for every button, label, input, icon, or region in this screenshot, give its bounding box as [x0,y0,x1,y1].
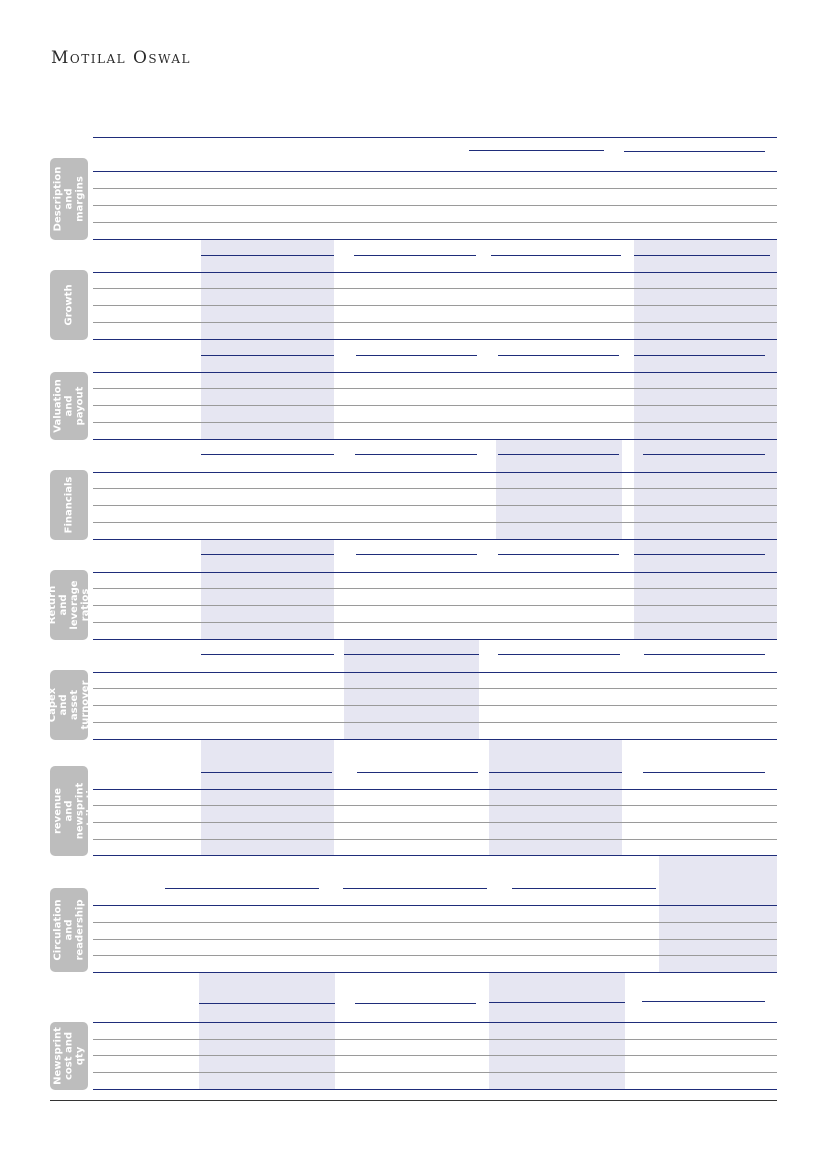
column-group-rule [343,888,487,889]
table-rule [93,539,777,540]
column-group-rule [201,554,334,555]
row-rule [93,488,777,489]
section-tab-capex [47,670,91,740]
section-tab-financials [50,470,88,540]
column-group-rule [165,888,319,889]
row-rule [93,922,777,923]
column-group-rule [201,255,334,256]
column-group-rule [498,654,620,655]
row-rule [93,939,777,940]
column-group-rule [199,1003,335,1004]
section-tab-valuation [50,372,88,440]
column-group-rule [356,355,477,356]
column-group-rule [355,1003,476,1004]
row-rule [93,522,777,523]
row-rule [93,605,777,606]
row-rule [93,1055,777,1056]
table-rule [93,639,777,640]
column-group-rule [643,454,765,455]
row-rule [93,1039,777,1040]
column-group-rule [512,888,656,889]
row-rule [93,322,777,323]
table-rule [93,137,777,138]
table-rule [93,972,777,973]
section-label: Growth [63,284,75,326]
section-tab-circulation [50,888,88,972]
table-rule [93,171,777,172]
section-label: Newsprint cost and qty [52,1027,86,1085]
row-rule [93,705,777,706]
section-label: Print ad revenue and newsprint contribution [41,776,97,846]
brand-logo: Motilal Oswal [51,48,192,68]
row-rule [93,505,777,506]
row-rule [93,955,777,956]
column-group-rule [498,355,619,356]
column-group-rule [491,255,621,256]
table-rule [93,789,777,790]
highlight-band [496,440,622,540]
column-group-rule [201,772,332,773]
table-rule [93,1022,777,1023]
footer-rule [50,1100,777,1101]
section-label: Circulation and readership [52,899,86,961]
table-rule [93,572,777,573]
column-group-rule [354,255,476,256]
column-group-rule [201,355,334,356]
row-rule [93,688,777,689]
column-group-rule [489,772,622,773]
row-rule [93,222,777,223]
row-rule [93,622,777,623]
column-group-rule [489,1002,625,1003]
row-rule [93,205,777,206]
row-rule [93,422,777,423]
section-tab-growth [50,270,88,340]
table-rule [93,739,777,740]
column-group-rule [469,150,604,151]
column-group-rule [624,151,765,152]
section-label: Capex and asset turnover [47,680,91,730]
column-group-rule [634,554,765,555]
row-rule [93,839,777,840]
row-rule [93,305,777,306]
column-group-rule [357,772,478,773]
row-rule [93,722,777,723]
section-label: Description and margins [52,166,86,232]
column-group-rule [634,255,770,256]
table-rule [93,239,777,240]
row-rule [93,822,777,823]
column-group-rule [498,454,619,455]
section-tab-return-leverage [47,570,91,640]
table-rule [93,272,777,273]
row-rule [93,588,777,589]
row-rule [93,388,777,389]
row-rule [93,805,777,806]
section-label: Financials [63,476,75,534]
table-rule [93,372,777,373]
table-rule [93,439,777,440]
column-group-rule [644,654,765,655]
section-label: Return and leverage ratios [47,580,91,630]
column-group-rule [344,654,479,655]
highlight-band [634,440,777,540]
highlight-band [634,540,777,640]
row-rule [93,1072,777,1073]
column-group-rule [634,355,765,356]
column-group-rule [201,654,334,655]
column-group-rule [355,454,477,455]
row-rule [93,405,777,406]
column-group-rule [201,454,334,455]
column-group-rule [356,554,477,555]
table-rule [93,339,777,340]
column-group-rule [642,1001,765,1002]
section-tab-description [50,158,88,240]
column-group-rule [498,554,619,555]
row-rule [93,188,777,189]
table-rule [93,672,777,673]
highlight-band [201,540,334,640]
table-rule [93,1089,777,1090]
table-rule [93,472,777,473]
row-rule [93,288,777,289]
table-rule [93,855,777,856]
column-group-rule [643,772,765,773]
section-label: Valuation and payout [52,379,86,433]
section-tab-print-ad [41,766,97,856]
section-tab-newsprint [50,1022,88,1090]
table-rule [93,905,777,906]
